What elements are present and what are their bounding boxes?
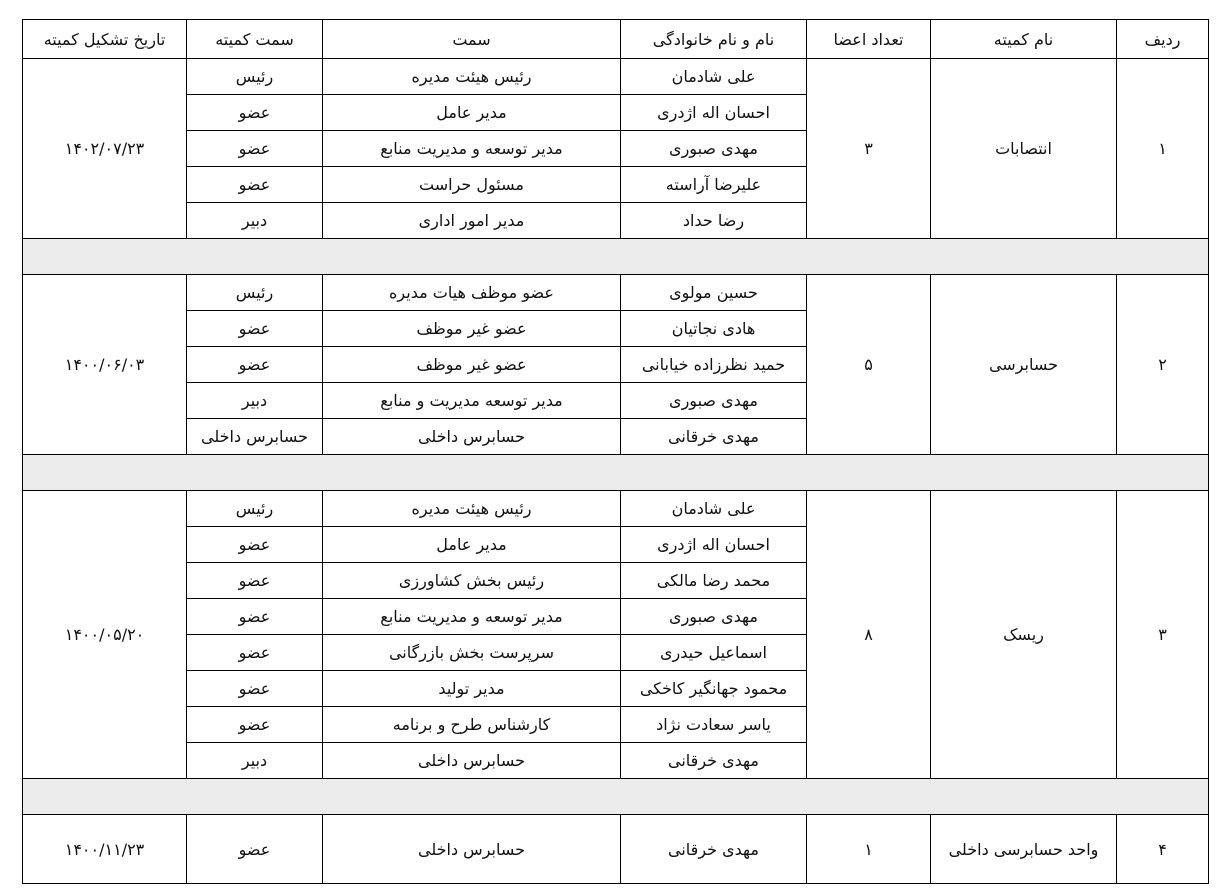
- separator-cell: [23, 239, 1209, 275]
- separator-row: [23, 239, 1209, 275]
- member-committee-role: عضو: [187, 527, 323, 563]
- member-position: مسئول حراست: [323, 167, 621, 203]
- member-committee-role: عضو: [187, 671, 323, 707]
- member-name: محمود جهانگیر کاخکی: [621, 671, 807, 707]
- member-committee-role: عضو: [187, 347, 323, 383]
- member-committee-role: عضو: [187, 95, 323, 131]
- member-committee-role: دبیر: [187, 743, 323, 779]
- member-name: مهدی خرقانی: [621, 743, 807, 779]
- member-committee-role: حسابرس داخلی: [187, 419, 323, 455]
- member-position: مدیر عامل: [323, 95, 621, 131]
- committees-table: [22, 19, 1209, 884]
- committee-row-number: ۱: [1117, 59, 1209, 239]
- committee-formation-date: ۱۴۰۰/۱۱/۲۳: [23, 815, 187, 884]
- member-position: مدیر توسعه مدیریت و منابع: [323, 383, 621, 419]
- header-committee-role: سمت کمیته: [187, 20, 323, 59]
- committee-member-count: ۸: [807, 491, 931, 779]
- header-full-name: نام و نام خانوادگی: [621, 20, 807, 59]
- member-position: عضو غیر موظف: [323, 311, 621, 347]
- member-position: مدیر عامل: [323, 527, 621, 563]
- member-name: یاسر سعادت نژاد: [621, 707, 807, 743]
- committee-name: حسابرسی: [931, 275, 1117, 455]
- committee-formation-date: ۱۴۰۲/۰۷/۲۳: [23, 59, 187, 239]
- member-position: رئیس هیئت مدیره: [323, 491, 621, 527]
- header-position: سمت: [323, 20, 621, 59]
- member-committee-role: عضو: [187, 563, 323, 599]
- member-name: مهدی صبوری: [621, 131, 807, 167]
- member-committee-role: عضو: [187, 131, 323, 167]
- member-committee-role: عضو: [187, 599, 323, 635]
- member-row: [23, 491, 1209, 527]
- member-position: رئیس بخش کشاورزی: [323, 563, 621, 599]
- member-position: عضو موظف هیات مدیره: [323, 275, 621, 311]
- member-committee-role: دبیر: [187, 383, 323, 419]
- member-name: مهدی خرقانی: [621, 419, 807, 455]
- header-committee-name: نام کمیته: [931, 20, 1117, 59]
- member-name: رضا حداد: [621, 203, 807, 239]
- member-row: [23, 275, 1209, 311]
- member-name: هادی نجاتیان: [621, 311, 807, 347]
- member-name: احسان اله اژدری: [621, 527, 807, 563]
- member-position: عضو غیر موظف: [323, 347, 621, 383]
- member-committee-role: عضو: [187, 707, 323, 743]
- member-position: مدیر توسعه و مدیریت منابع: [323, 131, 621, 167]
- committee-member-count: ۵: [807, 275, 931, 455]
- header-member-count: تعداد اعضا: [807, 20, 931, 59]
- member-committee-role: عضو: [187, 635, 323, 671]
- committee-row-number: ۳: [1117, 491, 1209, 779]
- member-committee-role: رئیس: [187, 491, 323, 527]
- member-name: مهدی صبوری: [621, 599, 807, 635]
- member-name: علی شادمان: [621, 59, 807, 95]
- member-position: مدیر تولید: [323, 671, 621, 707]
- member-name: اسماعیل حیدری: [621, 635, 807, 671]
- member-position: حسابرس داخلی: [323, 419, 621, 455]
- committee-member-count: ۱: [807, 815, 931, 884]
- committee-name: انتصابات: [931, 59, 1117, 239]
- committee-member-count: ۳: [807, 59, 931, 239]
- header-row: [23, 20, 1209, 59]
- committee-row-number: ۲: [1117, 275, 1209, 455]
- committee-name: ریسک: [931, 491, 1117, 779]
- header-formation-date: تاریخ تشکیل کمیته: [23, 20, 187, 59]
- committee-name: واحد حسابرسی داخلی: [931, 815, 1117, 884]
- separator-cell: [23, 779, 1209, 815]
- member-name: محمد رضا مالکی: [621, 563, 807, 599]
- member-committee-role: رئیس: [187, 59, 323, 95]
- header-row-number: ردیف: [1117, 20, 1209, 59]
- committee-formation-date: ۱۴۰۰/۰۵/۲۰: [23, 491, 187, 779]
- member-position: مدیر توسعه و مدیریت منابع: [323, 599, 621, 635]
- member-name: احسان اله اژدری: [621, 95, 807, 131]
- member-position: کارشناس طرح و برنامه: [323, 707, 621, 743]
- member-name: مهدی صبوری: [621, 383, 807, 419]
- member-position: سرپرست بخش بازرگانی: [323, 635, 621, 671]
- separator-cell: [23, 455, 1209, 491]
- separator-row: [23, 455, 1209, 491]
- member-name: حسین مولوی: [621, 275, 807, 311]
- member-committee-role: عضو: [187, 311, 323, 347]
- member-position: مدیر امور اداری: [323, 203, 621, 239]
- member-row: [23, 59, 1209, 95]
- separator-row: [23, 779, 1209, 815]
- member-position: رئیس هیئت مدیره: [323, 59, 621, 95]
- committee-formation-date: ۱۴۰۰/۰۶/۰۳: [23, 275, 187, 455]
- member-committee-role: عضو: [187, 167, 323, 203]
- member-name: علیرضا آراسته: [621, 167, 807, 203]
- member-name: حمید نظرزاده خیابانی: [621, 347, 807, 383]
- member-committee-role: دبیر: [187, 203, 323, 239]
- member-row: [23, 815, 1209, 884]
- committee-row-number: ۴: [1117, 815, 1209, 884]
- member-position: حسابرس داخلی: [323, 743, 621, 779]
- member-name: مهدی خرقانی: [621, 815, 807, 884]
- member-position: حسابرس داخلی: [323, 815, 621, 884]
- member-committee-role: رئیس: [187, 275, 323, 311]
- member-name: علی شادمان: [621, 491, 807, 527]
- member-committee-role: عضو: [187, 815, 323, 884]
